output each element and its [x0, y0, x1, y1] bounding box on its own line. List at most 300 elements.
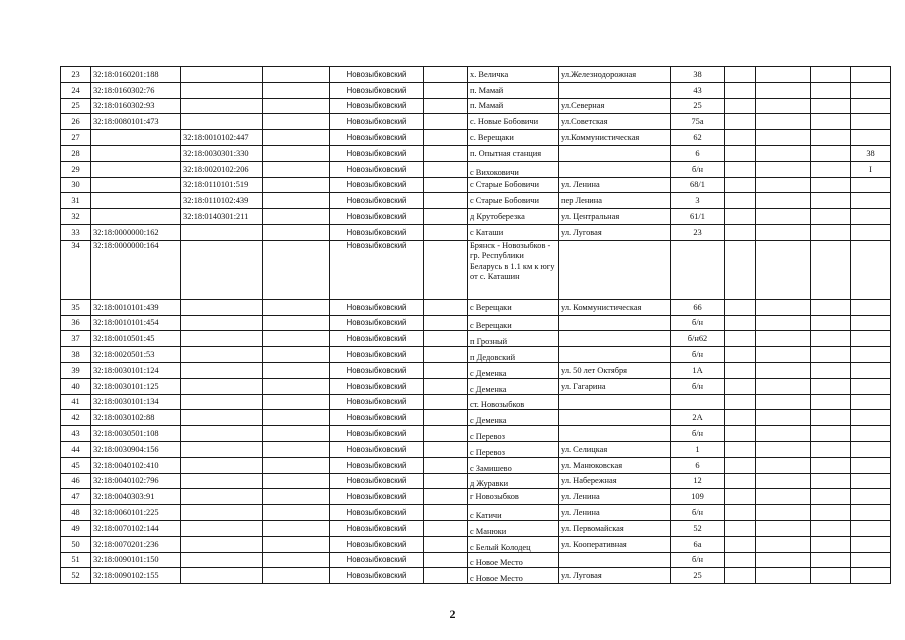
extra-cell-4: [851, 347, 891, 363]
street-cell: ул.Северная: [559, 98, 671, 114]
table-row: [61, 114, 891, 130]
cadastral-number-cell: 32:18:0160201:188: [91, 67, 181, 83]
cadastral-number-alt-cell: [181, 473, 263, 489]
extra-cell-3: [811, 98, 851, 114]
extra-cell-3: [811, 209, 851, 225]
extra-cell-3: [811, 145, 851, 161]
cadastral-number-cell: [91, 145, 181, 161]
cadastral-number-cell: [91, 130, 181, 146]
settlement-cell: с Верещаки: [468, 315, 559, 331]
extra-cell-1: [725, 394, 756, 410]
gap-cell: [263, 410, 330, 426]
table-row: [61, 299, 891, 315]
district-cell: Новозыбковский: [330, 347, 424, 363]
extra-cell-3: [811, 130, 851, 146]
extra-cell-3: [811, 161, 851, 177]
street-cell: [559, 552, 671, 568]
street-cell: ул. Коммунистическая: [559, 299, 671, 315]
cadastral-number-alt-cell: [181, 315, 263, 331]
gap-cell: [424, 240, 468, 299]
extra-cell-2: [756, 552, 811, 568]
cadastral-number-cell: 32:18:0030904:156: [91, 441, 181, 457]
cadastral-number-alt-cell: [181, 98, 263, 114]
gap-cell: [424, 441, 468, 457]
row-number-cell: 26: [61, 114, 91, 130]
extra-cell-4: I: [851, 161, 891, 177]
house-number-cell: 109: [671, 489, 725, 505]
street-cell: ул.Железнодорожная: [559, 67, 671, 83]
extra-cell-1: [725, 82, 756, 98]
gap-cell: [424, 114, 468, 130]
settlement-cell: Брянск - Новозыбков - гр. Республики Беларусь в 1.1 км к югу от с. Каташин: [468, 240, 559, 299]
extra-cell-3: [811, 193, 851, 209]
extra-cell-1: [725, 177, 756, 193]
extra-cell-2: [756, 394, 811, 410]
extra-cell-4: [851, 410, 891, 426]
extra-cell-2: [756, 568, 811, 584]
extra-cell-4: [851, 568, 891, 584]
extra-cell-2: [756, 520, 811, 536]
row-number-cell: 42: [61, 410, 91, 426]
street-cell: ул. Центральная: [559, 209, 671, 225]
extra-cell-4: [851, 315, 891, 331]
cadastral-number-cell: 32:18:0030102:88: [91, 410, 181, 426]
extra-cell-3: [811, 378, 851, 394]
row-number-cell: 34: [61, 240, 91, 299]
gap-cell: [424, 315, 468, 331]
gap-cell: [424, 299, 468, 315]
house-number-cell: 6: [671, 457, 725, 473]
row-number-cell: 52: [61, 568, 91, 584]
gap-cell: [263, 193, 330, 209]
table-row: [61, 426, 891, 442]
gap-cell: [263, 362, 330, 378]
table-row: [61, 505, 891, 521]
house-number-cell: б/н: [671, 315, 725, 331]
row-number-cell: 50: [61, 536, 91, 552]
extra-cell-4: [851, 552, 891, 568]
gap-cell: [263, 489, 330, 505]
extra-cell-3: [811, 299, 851, 315]
settlement-cell: с Старые Бобовичи: [468, 193, 559, 209]
district-cell: Новозыбковский: [330, 520, 424, 536]
extra-cell-1: [725, 67, 756, 83]
house-number-cell: 25: [671, 98, 725, 114]
district-cell: Новозыбковский: [330, 240, 424, 299]
row-number-cell: 49: [61, 520, 91, 536]
gap-cell: [263, 177, 330, 193]
extra-cell-3: [811, 82, 851, 98]
cadastral-number-cell: 32:18:0160302:76: [91, 82, 181, 98]
gap-cell: [263, 457, 330, 473]
street-cell: ул. Луговая: [559, 224, 671, 240]
gap-cell: [263, 347, 330, 363]
cadastral-number-cell: 32:18:0030101:125: [91, 378, 181, 394]
house-number-cell: б/н62: [671, 331, 725, 347]
cadastral-number-cell: 32:18:0090101:150: [91, 552, 181, 568]
gap-cell: [424, 378, 468, 394]
gap-cell: [424, 520, 468, 536]
district-cell: Новозыбковский: [330, 378, 424, 394]
district-cell: Новозыбковский: [330, 362, 424, 378]
settlement-cell: с Катичи: [468, 505, 559, 521]
extra-cell-3: [811, 394, 851, 410]
cadastral-number-cell: 32:18:0030501:108: [91, 426, 181, 442]
cadastral-number-alt-cell: [181, 362, 263, 378]
gap-cell: [263, 67, 330, 83]
table-row: [61, 193, 891, 209]
cadastral-number-cell: 32:18:0040102:410: [91, 457, 181, 473]
district-cell: Новозыбковский: [330, 505, 424, 521]
cadastral-number-alt-cell: 32:18:0030301:330: [181, 145, 263, 161]
gap-cell: [424, 410, 468, 426]
extra-cell-2: [756, 426, 811, 442]
extra-cell-1: [725, 473, 756, 489]
gap-cell: [263, 98, 330, 114]
extra-cell-3: [811, 410, 851, 426]
house-number-cell: 6: [671, 145, 725, 161]
gap-cell: [263, 394, 330, 410]
extra-cell-3: [811, 67, 851, 83]
table-row: [61, 536, 891, 552]
row-number-cell: 32: [61, 209, 91, 225]
extra-cell-1: [725, 441, 756, 457]
extra-cell-2: [756, 347, 811, 363]
extra-cell-1: [725, 347, 756, 363]
extra-cell-4: [851, 82, 891, 98]
settlement-cell: с Белый Колодец: [468, 536, 559, 552]
table-row: [61, 224, 891, 240]
extra-cell-1: [725, 209, 756, 225]
street-cell: ул. Манюковская: [559, 457, 671, 473]
gap-cell: [424, 193, 468, 209]
table-row: [61, 177, 891, 193]
settlement-cell: д Журавки: [468, 473, 559, 489]
row-number-cell: 28: [61, 145, 91, 161]
settlement-cell: с Старые Бобовичи: [468, 177, 559, 193]
cadastral-number-alt-cell: [181, 331, 263, 347]
table-row: [61, 489, 891, 505]
table-row: [61, 410, 891, 426]
cadastral-number-cell: [91, 193, 181, 209]
row-number-cell: 48: [61, 505, 91, 521]
street-cell: ул. Гагарина: [559, 378, 671, 394]
house-number-cell: 23: [671, 224, 725, 240]
gap-cell: [424, 98, 468, 114]
extra-cell-3: [811, 520, 851, 536]
gap-cell: [263, 161, 330, 177]
cadastral-number-alt-cell: [181, 240, 263, 299]
settlement-cell: с Деменка: [468, 378, 559, 394]
extra-cell-3: [811, 224, 851, 240]
gap-cell: [424, 177, 468, 193]
table-row: [61, 145, 891, 161]
gap-cell: [263, 209, 330, 225]
settlement-cell: с Новое Место: [468, 552, 559, 568]
gap-cell: [424, 130, 468, 146]
extra-cell-4: [851, 473, 891, 489]
cadastral-number-cell: 32:18:0000000:164: [91, 240, 181, 299]
extra-cell-1: [725, 362, 756, 378]
extra-cell-2: [756, 98, 811, 114]
cadastral-number-alt-cell: [181, 347, 263, 363]
settlement-cell: с Манюки: [468, 520, 559, 536]
extra-cell-4: [851, 299, 891, 315]
register-rows: [61, 67, 891, 584]
gap-cell: [424, 505, 468, 521]
settlement-cell: п. Мамай: [468, 82, 559, 98]
district-cell: Новозыбковский: [330, 177, 424, 193]
extra-cell-3: [811, 315, 851, 331]
cadastral-number-alt-cell: [181, 82, 263, 98]
house-number-cell: 1А: [671, 362, 725, 378]
extra-cell-2: [756, 410, 811, 426]
street-cell: [559, 145, 671, 161]
gap-cell: [424, 552, 468, 568]
house-number-cell: 52: [671, 520, 725, 536]
extra-cell-4: [851, 505, 891, 521]
row-number-cell: 46: [61, 473, 91, 489]
row-number-cell: 51: [61, 552, 91, 568]
table-row: [61, 130, 891, 146]
row-number-cell: 35: [61, 299, 91, 315]
cadastral-number-alt-cell: [181, 505, 263, 521]
cadastral-number-alt-cell: [181, 489, 263, 505]
extra-cell-3: [811, 473, 851, 489]
extra-cell-4: [851, 67, 891, 83]
gap-cell: [424, 67, 468, 83]
extra-cell-1: [725, 536, 756, 552]
table-row: [61, 98, 891, 114]
settlement-cell: х. Величка: [468, 67, 559, 83]
gap-cell: [424, 568, 468, 584]
district-cell: Новозыбковский: [330, 331, 424, 347]
gap-cell: [263, 315, 330, 331]
extra-cell-1: [725, 378, 756, 394]
extra-cell-4: [851, 520, 891, 536]
cadastral-number-cell: 32:18:0160302:93: [91, 98, 181, 114]
extra-cell-2: [756, 315, 811, 331]
street-cell: ул.Коммунистическая: [559, 130, 671, 146]
table-row: [61, 552, 891, 568]
street-cell: [559, 426, 671, 442]
settlement-cell: с Перевоз: [468, 441, 559, 457]
house-number-cell: 43: [671, 82, 725, 98]
extra-cell-3: [811, 441, 851, 457]
gap-cell: [263, 299, 330, 315]
street-cell: ул. Ленина: [559, 177, 671, 193]
house-number-cell: б/н: [671, 426, 725, 442]
row-number-cell: 31: [61, 193, 91, 209]
row-number-cell: 39: [61, 362, 91, 378]
extra-cell-3: [811, 426, 851, 442]
row-number-cell: 24: [61, 82, 91, 98]
gap-cell: [263, 114, 330, 130]
house-number-cell: 3: [671, 193, 725, 209]
district-cell: Новозыбковский: [330, 568, 424, 584]
extra-cell-1: [725, 161, 756, 177]
table-row: [61, 568, 891, 584]
cadastral-number-cell: [91, 209, 181, 225]
cadastral-number-cell: 32:18:0090102:155: [91, 568, 181, 584]
district-cell: Новозыбковский: [330, 209, 424, 225]
gap-cell: [263, 505, 330, 521]
gap-cell: [424, 161, 468, 177]
gap-cell: [424, 457, 468, 473]
cadastral-number-cell: 32:18:0030101:124: [91, 362, 181, 378]
extra-cell-2: [756, 240, 811, 299]
extra-cell-1: [725, 410, 756, 426]
extra-cell-4: [851, 426, 891, 442]
street-cell: [559, 82, 671, 98]
extra-cell-1: [725, 426, 756, 442]
extra-cell-3: [811, 505, 851, 521]
settlement-cell: с Деменка: [468, 362, 559, 378]
table-row: [61, 347, 891, 363]
street-cell: [559, 410, 671, 426]
extra-cell-4: [851, 130, 891, 146]
extra-cell-2: [756, 224, 811, 240]
cadastral-number-cell: 32:18:0040102:796: [91, 473, 181, 489]
street-cell: ул. 50 лет Октября: [559, 362, 671, 378]
extra-cell-3: [811, 489, 851, 505]
district-cell: Новозыбковский: [330, 145, 424, 161]
gap-cell: [263, 520, 330, 536]
table-row: [61, 240, 891, 299]
house-number-cell: 2А: [671, 410, 725, 426]
table-row: [61, 67, 891, 83]
cadastral-number-alt-cell: 32:18:0010102:447: [181, 130, 263, 146]
extra-cell-2: [756, 177, 811, 193]
row-number-cell: 41: [61, 394, 91, 410]
gap-cell: [263, 82, 330, 98]
cadastral-number-alt-cell: [181, 394, 263, 410]
table-row: [61, 315, 891, 331]
cadastral-number-cell: 32:18:0010101:439: [91, 299, 181, 315]
extra-cell-2: [756, 331, 811, 347]
street-cell: [559, 394, 671, 410]
table-row: [61, 441, 891, 457]
extra-cell-1: [725, 552, 756, 568]
house-number-cell: [671, 240, 725, 299]
row-number-cell: 38: [61, 347, 91, 363]
house-number-cell: 1: [671, 441, 725, 457]
gap-cell: [424, 82, 468, 98]
extra-cell-2: [756, 489, 811, 505]
street-cell: [559, 161, 671, 177]
cadastral-number-alt-cell: [181, 457, 263, 473]
house-number-cell: 25: [671, 568, 725, 584]
extra-cell-2: [756, 114, 811, 130]
row-number-cell: 30: [61, 177, 91, 193]
house-number-cell: 75а: [671, 114, 725, 130]
street-cell: [559, 331, 671, 347]
table-row: [61, 362, 891, 378]
gap-cell: [263, 145, 330, 161]
row-number-cell: 47: [61, 489, 91, 505]
extra-cell-2: [756, 130, 811, 146]
row-number-cell: 36: [61, 315, 91, 331]
gap-cell: [424, 426, 468, 442]
street-cell: ул. Селицкая: [559, 441, 671, 457]
cadastral-number-alt-cell: [181, 299, 263, 315]
cadastral-number-alt-cell: 32:18:0020102:206: [181, 161, 263, 177]
gap-cell: [263, 224, 330, 240]
settlement-cell: д Крутоберезка: [468, 209, 559, 225]
house-number-cell: 66: [671, 299, 725, 315]
extra-cell-4: [851, 441, 891, 457]
extra-cell-3: [811, 536, 851, 552]
district-cell: Новозыбковский: [330, 410, 424, 426]
table-row: [61, 520, 891, 536]
settlement-cell: г Новозыбков: [468, 489, 559, 505]
extra-cell-2: [756, 145, 811, 161]
house-number-cell: [671, 394, 725, 410]
extra-cell-3: [811, 362, 851, 378]
cadastral-number-alt-cell: [181, 520, 263, 536]
street-cell: [559, 240, 671, 299]
gap-cell: [424, 489, 468, 505]
cadastral-number-cell: 32:18:0040303:91: [91, 489, 181, 505]
cadastral-number-cell: [91, 177, 181, 193]
extra-cell-4: [851, 536, 891, 552]
cadastral-number-alt-cell: [181, 67, 263, 83]
cadastral-number-cell: 32:18:0000000:162: [91, 224, 181, 240]
cadastral-number-cell: 32:18:0030101:134: [91, 394, 181, 410]
extra-cell-4: 38: [851, 145, 891, 161]
extra-cell-4: [851, 224, 891, 240]
settlement-cell: с Вихоковичи: [468, 161, 559, 177]
row-number-cell: 45: [61, 457, 91, 473]
extra-cell-2: [756, 67, 811, 83]
extra-cell-2: [756, 299, 811, 315]
extra-cell-4: [851, 209, 891, 225]
street-cell: ул. Кооперативная: [559, 536, 671, 552]
table-row: [61, 209, 891, 225]
table-row: [61, 394, 891, 410]
district-cell: Новозыбковский: [330, 394, 424, 410]
extra-cell-3: [811, 177, 851, 193]
extra-cell-2: [756, 473, 811, 489]
gap-cell: [424, 347, 468, 363]
cadastral-number-cell: 32:18:0070102:144: [91, 520, 181, 536]
row-number-cell: 40: [61, 378, 91, 394]
extra-cell-1: [725, 130, 756, 146]
cadastral-number-cell: 32:18:0020501:53: [91, 347, 181, 363]
cadastral-number-alt-cell: [181, 410, 263, 426]
settlement-cell: с Перевоз: [468, 426, 559, 442]
cadastral-number-alt-cell: 32:18:0110101:519: [181, 177, 263, 193]
settlement-cell: с Деменка: [468, 410, 559, 426]
extra-cell-1: [725, 331, 756, 347]
extra-cell-2: [756, 441, 811, 457]
extra-cell-4: [851, 362, 891, 378]
gap-cell: [263, 426, 330, 442]
gap-cell: [263, 536, 330, 552]
district-cell: Новозыбковский: [330, 315, 424, 331]
extra-cell-4: [851, 98, 891, 114]
extra-cell-4: [851, 394, 891, 410]
row-number-cell: 25: [61, 98, 91, 114]
gap-cell: [424, 331, 468, 347]
street-cell: [559, 347, 671, 363]
extra-cell-4: [851, 240, 891, 299]
settlement-cell: п. Мамай: [468, 98, 559, 114]
gap-cell: [263, 441, 330, 457]
house-number-cell: 38: [671, 67, 725, 83]
settlement-cell: п Дедовский: [468, 347, 559, 363]
extra-cell-2: [756, 161, 811, 177]
